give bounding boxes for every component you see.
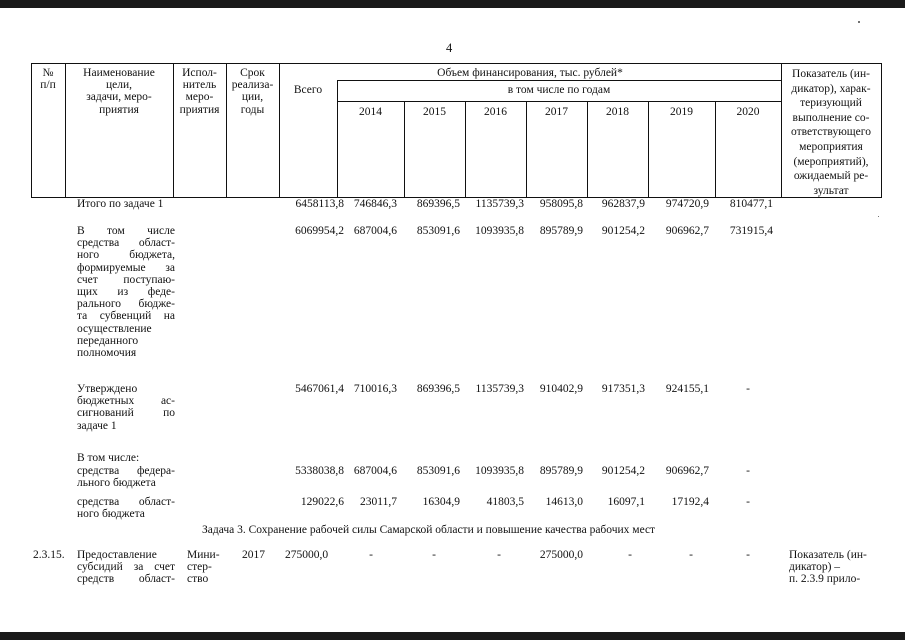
row-label: средства федера- льного бюджета: [77, 465, 175, 490]
value-2017: 895789,9: [539, 225, 583, 237]
row-number: 2.3.15.: [33, 549, 65, 561]
header-executor: Испол- нитель меро- приятия: [179, 67, 220, 116]
value-2017: 275000,0: [539, 549, 583, 561]
row-indicator: Показатель (ин- дикатор) – п. 2.3.9 прило-: [789, 549, 867, 586]
header-term: Срок реализа- ции, годы: [231, 67, 274, 116]
value-2017: 910402,9: [539, 383, 583, 395]
value-2014: 710016,3: [353, 383, 397, 395]
value-2014: 23011,7: [360, 496, 397, 508]
value-2015: 869396,5: [416, 198, 460, 210]
header-year: 2015: [423, 106, 446, 118]
value-2015: 869396,5: [416, 383, 460, 395]
row-label: Утверждено бюджетных ас- сигнований по задаче 1: [77, 383, 175, 432]
value-total: 6458113,8: [295, 198, 344, 210]
value-2020: -: [746, 383, 750, 395]
scan-speck: [878, 216, 879, 217]
value-2018: -: [628, 549, 632, 561]
value-2016: -: [497, 549, 501, 561]
value-2018: 917351,3: [601, 383, 645, 395]
value-2014: -: [369, 549, 373, 561]
value-2015: 853091,6: [416, 465, 460, 477]
scan-speck: [858, 21, 860, 23]
value-2016: 1093935,8: [475, 465, 524, 477]
value-2020: -: [746, 549, 750, 561]
header-name: Наименование цели, задачи, меро- приятия: [83, 67, 155, 116]
value-total: 129022,6: [300, 496, 344, 508]
header-funding: Объем финансирования, тыс. рублей*: [437, 67, 623, 79]
value-2016: 1135739,3: [475, 198, 524, 210]
value-2015: -: [432, 549, 436, 561]
value-2014: 687004,6: [353, 465, 397, 477]
value-2019: 974720,9: [665, 198, 709, 210]
row-label: В том числе:: [77, 452, 140, 464]
value-2020: 731915,4: [729, 225, 773, 237]
header-by-years: в том числе по годам: [507, 84, 611, 96]
header-year: 2019: [670, 106, 693, 118]
header-year: 2020: [736, 106, 760, 118]
header-indicator: Показатель (ин- дикатор), харак- теризующий выполнение со- ответствующего мероприятия (мероприятий), ожидаемый ре- зультат: [791, 68, 871, 197]
value-2018: 901254,2: [601, 225, 645, 237]
value-2014: 746846,3: [353, 198, 397, 210]
row-executor: Мини- стер- ство: [187, 549, 220, 586]
value-2017: 895789,9: [539, 465, 583, 477]
value-total: 5338038,8: [295, 465, 344, 477]
value-2018: 16097,1: [607, 496, 645, 508]
scan-top-edge: [0, 0, 905, 8]
value-2017: 958095,8: [539, 198, 583, 210]
row-term: 2017: [242, 549, 265, 561]
value-2019: 924155,1: [665, 383, 709, 395]
row-label: Итого по задаче 1: [77, 198, 164, 210]
row-label: средства област- ного бюджета: [77, 496, 175, 521]
value-2020: -: [746, 465, 750, 477]
row-label: Предоставление субсидий за счет средств област-: [77, 549, 175, 586]
value-2019: 906962,7: [665, 225, 709, 237]
header-year: 2014: [359, 106, 382, 118]
section-title: Задача 3. Сохранение рабочей силы Самарской области и повышение качества рабочих мест: [202, 524, 656, 536]
value-2020: -: [746, 496, 750, 508]
value-2015: 853091,6: [416, 225, 460, 237]
value-2020: 810477,1: [729, 198, 773, 210]
value-total: 275000,0: [285, 549, 329, 561]
value-2016: 41803,5: [486, 496, 524, 508]
value-2015: 16304,9: [422, 496, 460, 508]
header-year: 2016: [484, 106, 507, 118]
value-total: 6069954,2: [295, 225, 344, 237]
value-2016: 1093935,8: [475, 225, 524, 237]
header-year: 2018: [606, 106, 629, 118]
header-year: 2017: [545, 106, 568, 118]
value-2016: 1135739,3: [475, 383, 524, 395]
value-2014: 687004,6: [353, 225, 397, 237]
value-2019: 17192,4: [671, 496, 709, 508]
row-label: В том числе средства област- ного бюджета, формируемые за счет поступаю- щих из феде- рального бюдже- та субвенций на осуществление переданного полномочия: [77, 225, 175, 360]
value-total: 5467061,4: [295, 383, 344, 395]
scan-bottom-edge: [0, 632, 905, 640]
header-num: № п/п: [40, 67, 56, 92]
value-2019: 906962,7: [665, 465, 709, 477]
value-2017: 14613,0: [545, 496, 583, 508]
page-number: 4: [446, 41, 453, 55]
value-2019: -: [689, 549, 693, 561]
header-total: Всего: [293, 84, 323, 96]
value-2018: 901254,2: [601, 465, 645, 477]
value-2018: 962837,9: [601, 198, 645, 210]
